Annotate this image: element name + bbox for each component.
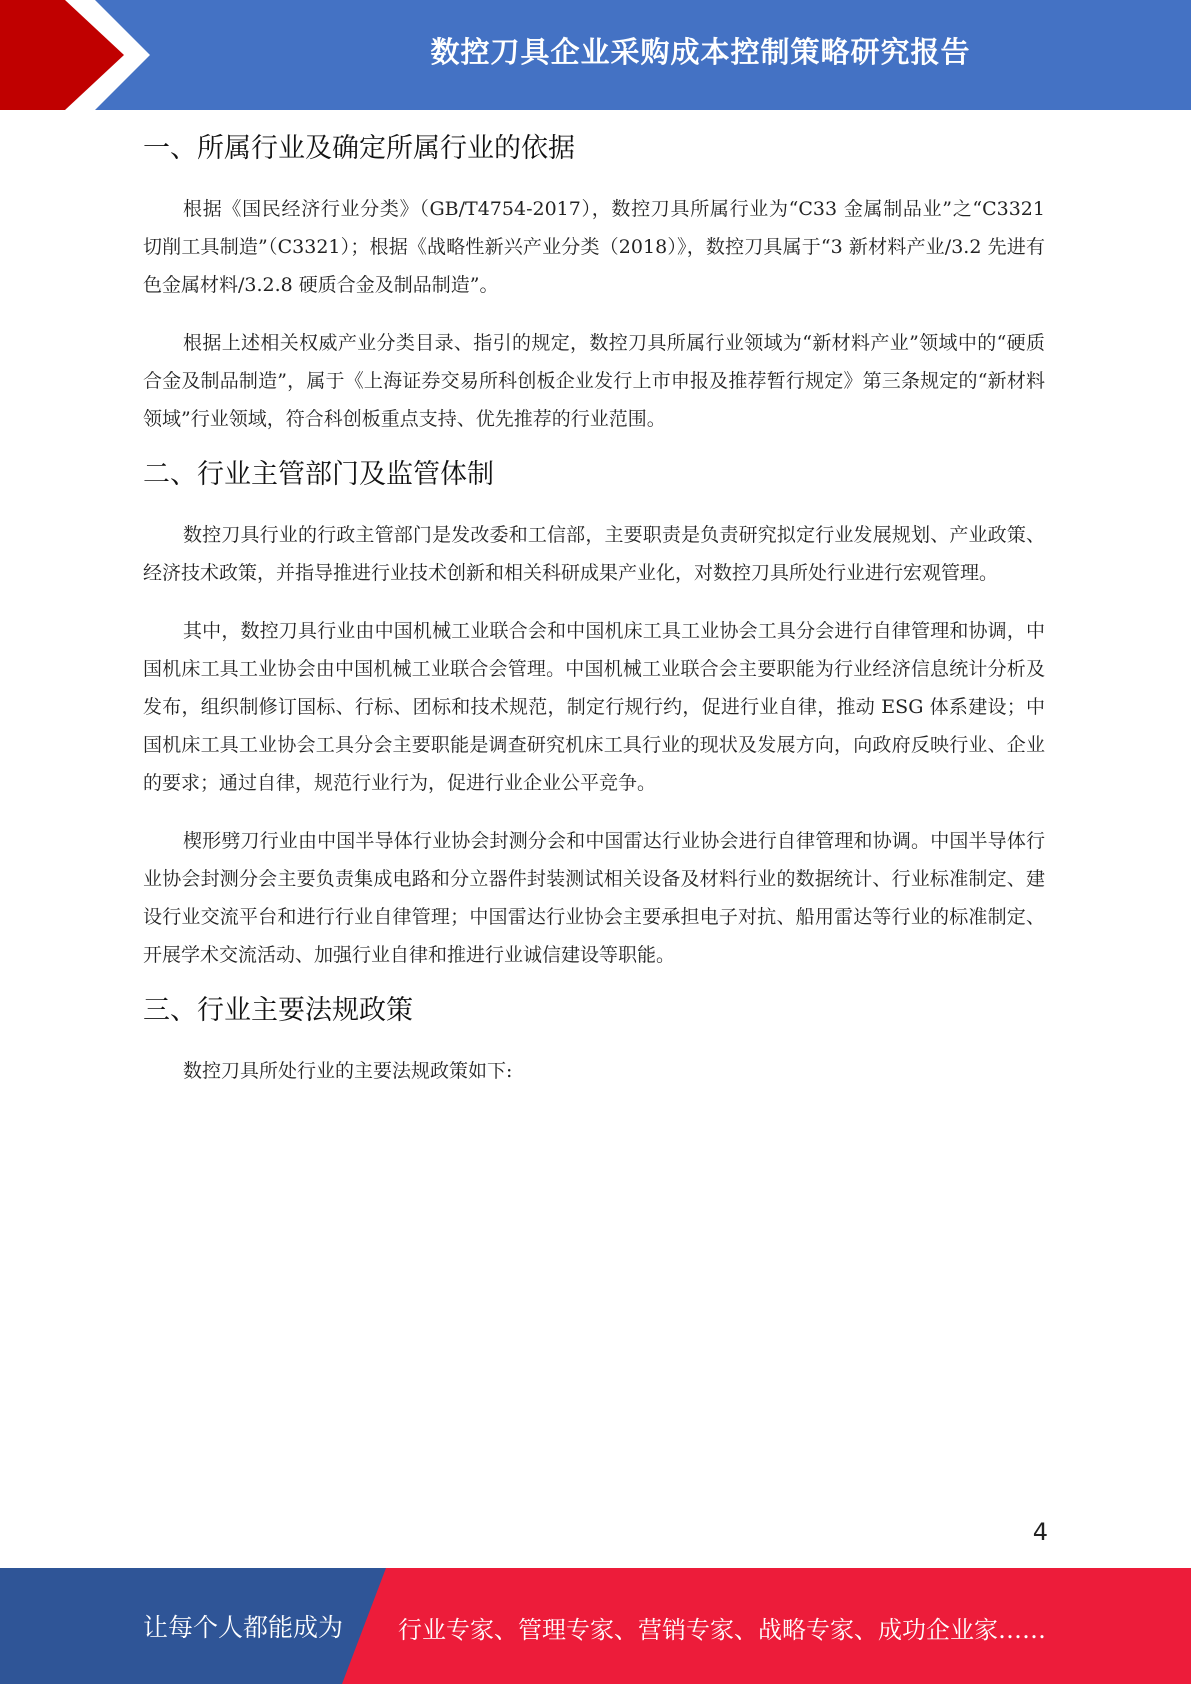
document-body bbox=[143, 126, 1045, 1090]
footer-slogan-right: 行业专家、管理专家、营销专家、战略专家、成功企业家…… bbox=[398, 1616, 1046, 1644]
paragraph: 数控刀具所处行业的主要法规政策如下: bbox=[183, 1060, 513, 1082]
footer-slogan-left: 让每个人都能成为 bbox=[143, 1613, 344, 1642]
page-number: 4 bbox=[1032, 1518, 1048, 1546]
section-heading: 二、行业主管部门及监管体制 bbox=[143, 459, 494, 490]
header-arrow-icon bbox=[0, 0, 140, 110]
section-heading: 三、行业主要法规政策 bbox=[143, 995, 413, 1026]
paragraph: 其中，数控刀具行业由中国机械工业联合会和中国机床工具工业协会工具分会进行自律管理和协调，中国机床工具工业协会由中国机械工业联合会管理。中国机械工业联合会主要职能为行业经济信息统计分析及发布，组织制修订国标、行标、团标和技术规范，制定行规行约，促进行业自律，推动 ESG 体系建设；中国机床工具工业协会工具分会主要职能是调查研究机床工具行业的现状及发展方向，向政府反映行业、企业的要求；通过自律，规范行业行为，促进行业企业公平竞争。 bbox=[143, 620, 1045, 794]
paragraph: 数控刀具行业的行政主管部门是发改委和工信部，主要职责是负责研究拟定行业发展规划、产业政策、经济技术政策，并指导推进行业技术创新和相关科研成果产业化，对数控刀具所处行业进行宏观管理。 bbox=[143, 524, 1045, 584]
section-industry-classification bbox=[143, 126, 1045, 438]
section-regulatory-bodies bbox=[143, 452, 1045, 974]
paragraph: 楔形劈刀行业由中国半导体行业协会封测分会和中国雷达行业协会进行自律管理和协调。中国半导体行业协会封测分会主要负责集成电路和分立器件封装测试相关设备及材料行业的数据统计、行业标准制定、建设行业交流平台和进行行业自律管理；中国雷达行业协会主要承担电子对抗、船用雷达等行业的标准制定、开展学术交流活动、加强行业自律和推进行业诚信建设等职能。 bbox=[143, 830, 1045, 966]
page-header bbox=[0, 0, 1191, 110]
paragraph: 根据《国民经济行业分类》（GB/T4754-2017），数控刀具所属行业为“C33 金属制品业”之“C3321 切削工具制造”（C3321）；根据《战略性新兴产业分类（2018）》，数控刀具属于“3 新材料产业/3.2 先进有色金属材料/3.2.8 硬质合金及制品制造”。 bbox=[143, 198, 1045, 296]
report-title: 数控刀具企业采购成本控制策略研究报告 bbox=[430, 35, 971, 69]
page-footer bbox=[0, 1568, 1191, 1684]
section-laws-policies bbox=[143, 988, 1045, 1090]
paragraph: 根据上述相关权威产业分类目录、指引的规定，数控刀具所属行业领域为“新材料产业”领域中的“硬质合金及制品制造”，属于《上海证券交易所科创板企业发行上市申报及推荐暂行规定》第三条规定的“新材料领域”行业领域，符合科创板重点支持、优先推荐的行业范围。 bbox=[143, 332, 1045, 430]
section-heading: 一、所属行业及确定所属行业的依据 bbox=[143, 133, 575, 164]
